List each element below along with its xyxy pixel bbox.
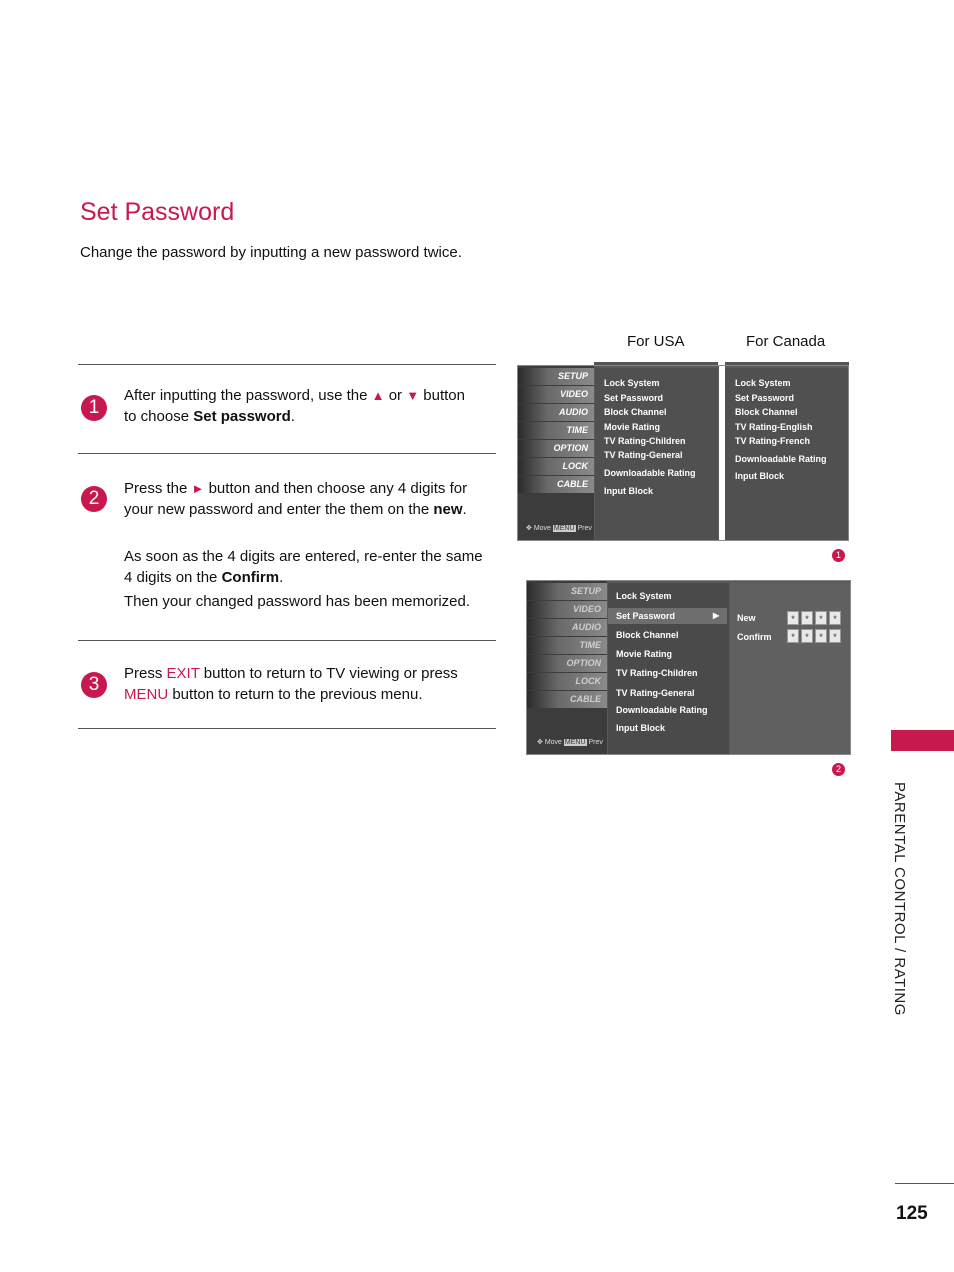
canada-item: Input Block — [735, 471, 784, 481]
exit-key: EXIT — [166, 665, 200, 682]
step-2-line-a: Press the — [124, 480, 188, 497]
divider — [78, 640, 496, 641]
step-3-line-b: button to return to TV viewing or press — [203, 665, 458, 682]
pw-new-digit[interactable]: * — [787, 611, 799, 625]
step-2-bold: new — [433, 500, 463, 518]
step-3-line-a: Press — [124, 665, 163, 682]
fig1-side-lock: LOCK — [518, 458, 594, 475]
step-2-para-2 — [124, 547, 496, 588]
step-1-badge: 1 — [81, 395, 107, 421]
fig2-item: Downloadable Rating — [616, 705, 708, 715]
step-1-text — [124, 386, 496, 427]
right-arrow-icon: ► — [191, 481, 205, 496]
down-arrow-icon: ▼ — [406, 388, 420, 403]
fig2-side-setup: SETUP — [527, 583, 607, 600]
pw-new-label: New — [737, 613, 756, 623]
pw-confirm-digit[interactable]: * — [787, 629, 799, 643]
step-2-text — [124, 479, 496, 520]
step-1-line-c: to choose — [124, 407, 190, 425]
fig1-side-video: VIDEO — [518, 386, 594, 403]
section-tab — [891, 730, 954, 751]
fig2-item: Input Block — [616, 723, 665, 733]
fig2-side-audio: AUDIO — [527, 619, 607, 636]
page-number-rule — [895, 1183, 954, 1184]
canada-item: TV Rating-French — [735, 436, 811, 446]
fig1-foot-prev: Prev — [577, 525, 592, 532]
fig1-side-time: TIME — [518, 422, 594, 439]
head-usa: For USA — [627, 333, 685, 350]
menu-key: MENU — [124, 685, 169, 703]
fig2-item: TV Rating-General — [616, 688, 695, 698]
usa-item: Set Password — [604, 393, 664, 403]
fig2-side-cable: CABLE — [527, 691, 607, 708]
step-1-or: or — [388, 387, 403, 404]
fig2-side-time: TIME — [527, 637, 607, 654]
step-2-line-b: button and then choose any 4 digits for — [208, 480, 468, 497]
usa-item: TV Rating-General — [604, 450, 683, 460]
fig1-side-option: OPTION — [518, 440, 594, 457]
step-2-line-c: your new password and enter the them on the — [124, 500, 430, 518]
divider — [78, 364, 496, 365]
pw-confirm-digit[interactable]: * — [829, 629, 841, 643]
fig2-screen — [526, 580, 851, 755]
step-1-bold: Set password — [193, 407, 291, 425]
fig1-canada-panel — [725, 368, 848, 540]
fig2-password-panel — [730, 583, 850, 754]
fig1-side-cable: CABLE — [518, 476, 594, 493]
fig1-screen — [517, 365, 849, 541]
divider — [78, 728, 496, 729]
step-2-p2-b: 4 digits on the — [124, 568, 218, 586]
pw-new-digit[interactable]: * — [829, 611, 841, 625]
fig2-item: Movie Rating — [616, 649, 673, 659]
step-2-p2-bold: Confirm — [221, 568, 280, 586]
canada-item: Block Channel — [735, 407, 798, 417]
step-2-p2-end: . — [279, 568, 284, 586]
step-3-line-c: button to return to the previous menu. — [172, 685, 423, 703]
fig2-menu-panel — [608, 583, 729, 754]
canada-item: TV Rating-English — [735, 422, 813, 432]
fig2-side-menu — [527, 581, 607, 754]
fig2-footer — [537, 738, 603, 746]
usa-item: Downloadable Rating — [604, 468, 696, 478]
pw-confirm-label: Confirm — [737, 632, 772, 642]
fig1-usa-panel — [595, 368, 718, 540]
usa-item: Lock System — [604, 378, 660, 388]
right-arrow-icon: ▶ — [713, 611, 720, 620]
usa-item: Input Block — [604, 486, 653, 496]
canada-item: Lock System — [735, 378, 791, 388]
divider — [78, 453, 496, 454]
step-2-p2-a: As soon as the 4 digits are entered, re-enter the same — [124, 548, 483, 565]
fig2-foot-move: Move — [544, 739, 562, 746]
step-1-line-a: After inputting the password, use the — [124, 387, 368, 404]
usa-item: Block Channel — [604, 407, 667, 417]
step-1-line-b: button — [423, 387, 465, 404]
fig2-foot-menu: MENU — [564, 739, 586, 746]
pw-new-digit[interactable]: * — [815, 611, 827, 625]
fig2-side-option: OPTION — [527, 655, 607, 672]
pw-confirm-digit[interactable]: * — [801, 629, 813, 643]
canada-item: Downloadable Rating — [735, 454, 827, 464]
move-icon: ✥ — [537, 739, 543, 746]
fig1-side-menu — [518, 366, 594, 540]
fig2-item: Lock System — [616, 591, 672, 601]
fig2-item: Block Channel — [616, 630, 679, 640]
step-3-badge: 3 — [81, 672, 107, 698]
step-2-end: . — [462, 500, 467, 518]
page-number: 125 — [896, 1203, 928, 1224]
fig2-foot-prev: Prev — [588, 739, 603, 746]
step-3-text — [124, 664, 496, 705]
usa-item: TV Rating-Children — [604, 436, 686, 446]
fig1-footer — [526, 524, 592, 532]
up-arrow-icon: ▲ — [371, 388, 385, 403]
fig2-side-lock: LOCK — [527, 673, 607, 690]
fig1-foot-menu: MENU — [553, 525, 575, 532]
figure-1-badge: 1 — [832, 549, 845, 562]
canada-item: Set Password — [735, 393, 795, 403]
head-canada: For Canada — [746, 333, 826, 350]
step-2-para-3: Then your changed password has been memorized. — [124, 593, 471, 610]
move-icon: ✥ — [526, 525, 532, 532]
figure-2-badge: 2 — [832, 763, 845, 776]
fig1-foot-move: Move — [533, 525, 551, 532]
usa-item: Movie Rating — [604, 422, 661, 432]
fig2-side-video: VIDEO — [527, 601, 607, 618]
step-2-badge: 2 — [81, 486, 107, 512]
intro-text: Change the password by inputting a new password twice. — [80, 244, 462, 261]
fig2-item-selected: Set Password — [616, 611, 676, 621]
pw-confirm-digit[interactable]: * — [815, 629, 827, 643]
pw-new-digit[interactable]: * — [801, 611, 813, 625]
fig2-item: TV Rating-Children — [616, 668, 698, 678]
step-1-end: . — [290, 407, 295, 425]
fig1-side-audio: AUDIO — [518, 404, 594, 421]
section-label: PARENTAL CONTROL / RATING — [891, 782, 908, 1016]
fig1-side-setup: SETUP — [518, 368, 594, 385]
page-title: Set Password — [80, 198, 235, 226]
